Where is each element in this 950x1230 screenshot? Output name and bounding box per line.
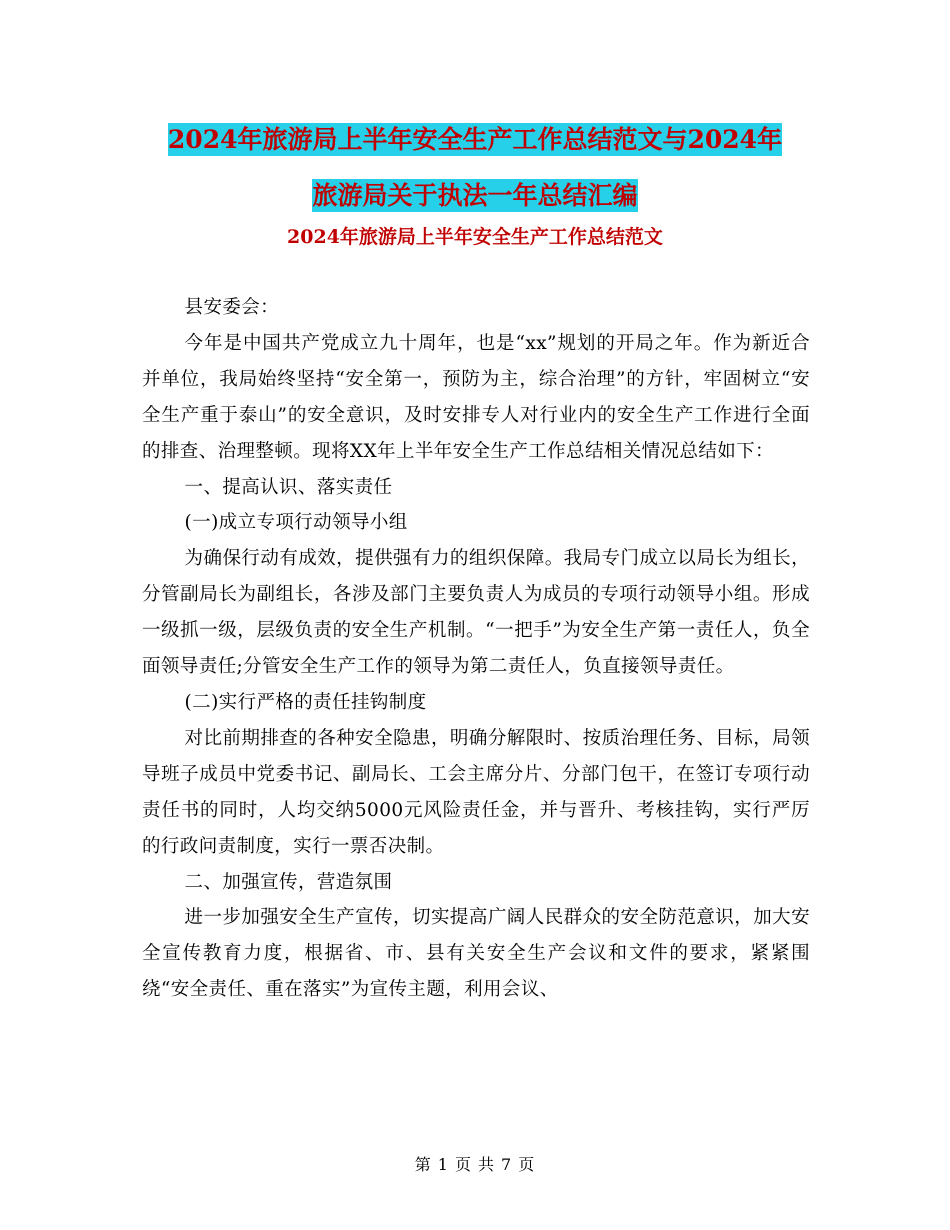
paragraph-2: 进一步加强安全生产宣传，切实提高广阔人民群众的安全防范意识，加大安全宣传教育力度，根据省、市、县有关安全生产会议和文件的要求，紧紧围绕“安全责任、重在落实”为宣传主题，利用会议、	[142, 907, 810, 1001]
salutation: 县安委会：	[184, 297, 280, 318]
footer-total-pages: 7	[501, 1155, 513, 1174]
heading-1: 一、提高认识、落实责任	[184, 476, 393, 498]
paragraph-1-2: 对比前期排查的各种安全隐患，明确分解限时、按质治理任务、目标，局领导班子成员中党委书记、副局长、工会主席分片、分部门包干，在签订专项行动责任书的同时，人均交纳5000元风险责任金，并与晋升、考核挂钩，实行严厉的行政问责制度，实行一票否决制。	[142, 727, 810, 857]
heading-2: 二、加强宣传，营造氛围	[184, 871, 393, 893]
document-body	[142, 290, 810, 1008]
footer-middle: 页 共	[454, 1155, 496, 1174]
section-title: 2024年旅游局上半年安全生产工作总结范文	[287, 226, 663, 248]
paragraph-1-1: 为确保行动有成效，提供强有力的组织保障。我局专门成立以局长为组长，分管副局长为副组长，各涉及部门主要负责人为成员的专项行动领导小组。形成一级抓一级，层级负责的安全生产机制。“一把手”为安全生产第一责任人，负全面领导责任;分管安全生产工作的领导为第二责任人，负直接领导责任。	[142, 548, 810, 678]
document-title-line-1: 2024年旅游局上半年安全生产工作总结范文与2024年	[167, 125, 783, 154]
footer-suffix: 页	[518, 1155, 536, 1174]
footer-prefix: 第	[414, 1155, 432, 1174]
page-footer	[0, 1152, 950, 1175]
footer-page-number: 1	[437, 1155, 449, 1174]
subheading-1-1: (一)成立专项行动领导小组	[184, 512, 408, 534]
document-title	[140, 112, 810, 224]
subheading-1-2: (二)实行严格的责任挂钩制度	[184, 691, 427, 713]
document-title-line-2: 旅游局关于执法一年总结汇编	[312, 181, 638, 210]
paragraph-intro: 今年是中国共产党成立九十周年，也是“xx”规划的开局之年。作为新近合并单位，我局始终坚持“安全第一，预防为主，综合治理”的方针，牢固树立“安全生产重于泰山”的安全意识，及时安排专人对行业内的安全生产工作进行全面的排查、治理整顿。现将XX年上半年安全生产工作总结相关情况总结如下：	[142, 332, 810, 462]
